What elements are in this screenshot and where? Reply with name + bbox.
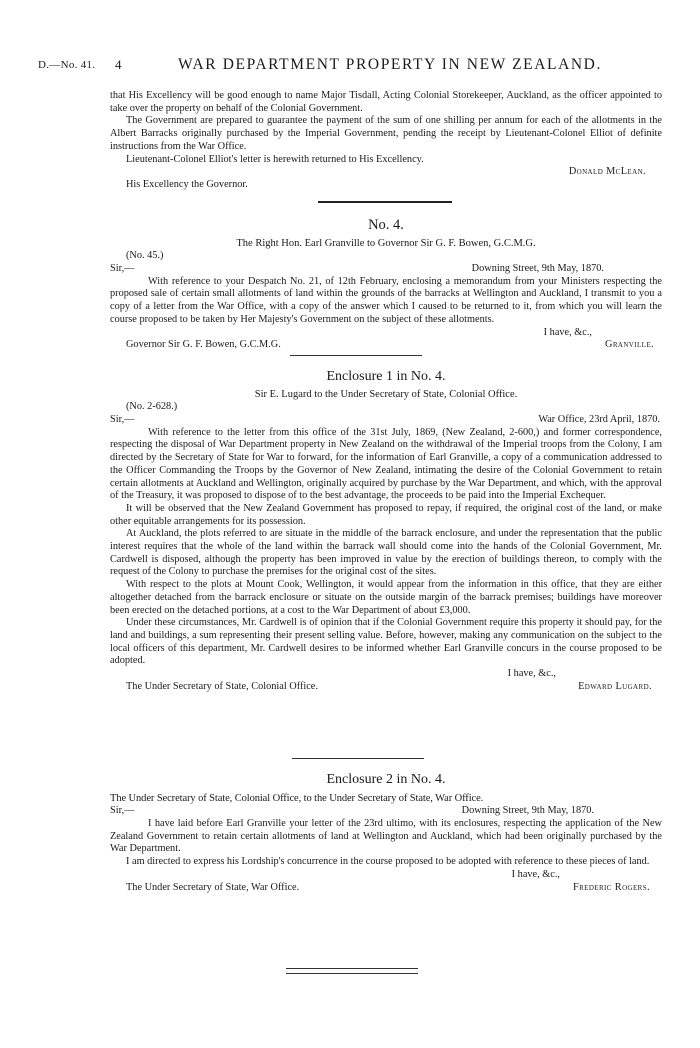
enclosure-1 — [110, 388, 662, 694]
running-header — [38, 56, 662, 76]
section-heading: Enclosure 2 in No. 4. — [326, 772, 446, 787]
signature-row — [110, 681, 662, 694]
salutation: Sir,— — [110, 805, 135, 816]
body-paragraph: At Auckland, the plots referred to are situate in the middle of the barrack enclosure, and under the representation that the public interest requires that the whole of the land within the barrack wall should come into the hands of the Colonial Government, Mr. Cardwell is disposed, although the property has been improved in value by the erection of buildings thereon, to comply with the request of the Colony to purchase the premises for the original cost of the sites. — [110, 528, 662, 578]
document-reference: D.—No. 41. — [38, 59, 96, 71]
despatch-reference: (No. 2-628.) — [126, 401, 178, 412]
end-divider — [286, 968, 418, 974]
from-to-line: The Right Hon. Earl Granville to Governor Sir G. F. Bowen, G.C.M.G. — [236, 238, 536, 249]
signature: Edward Lugard. — [578, 680, 652, 692]
salutation-row — [110, 414, 662, 427]
body-paragraph: I have laid before Earl Granville your letter of the 23rd ultimo, with its enclosures, respecting the application of the New Zealand Government to retain certain allotments of land at Wellington and Auckland, which had been originally purchased by the War Department. — [110, 818, 662, 855]
closing: I have, &c., — [511, 868, 560, 880]
signature: Granville. — [604, 339, 654, 351]
body-paragraph: Under these circumstances, Mr. Cardwell is of opinion that if the Colonial Government require this property it should pay, for the land and buildings, a sum representing their present selling value. Before, however, making any communication on the subject to the local officers of this department, Mr. Cardwell desires to be informed whether Earl Granville concurs in the course proposed to be adopted. — [110, 617, 662, 667]
despatch-reference: (No. 45.) — [126, 250, 164, 261]
section-divider — [318, 201, 452, 203]
signature-row — [110, 882, 662, 895]
place-date: Downing Street, 9th May, 1870. — [471, 262, 604, 274]
page-title: WAR DEPARTMENT PROPERTY IN NEW ZEALAND. — [178, 56, 602, 73]
salutation: Sir,— — [110, 413, 135, 425]
intro-paragraph: Lieutenant-Colonel Elliot's letter is herewith returned to His Excellency. — [126, 153, 424, 165]
body-paragraph: I am directed to express his Lordship's concurrence in the course proposed to be adopted with reference to these pieces of land. — [126, 856, 650, 868]
section-heading: Enclosure 1 in No. 4. — [326, 369, 446, 384]
place-date: Downing Street, 9th May, 1870. — [461, 805, 594, 816]
intro-paragraph: The Government are prepared to guarantee the payment of the sum of one shilling per annum for each of the allotments in the Albert Barracks originally purchased by the Imperial Government, pending the receipt by Lieutenant-Colonel Elliot of definite instructions from the War Office. — [110, 115, 662, 152]
signature: Frederic Rogers. — [572, 881, 650, 893]
body-paragraph: It will be observed that the New Zealand Government has proposed to repay, if required, the original cost of the land, or make other equitable arrangements for its possession. — [110, 502, 662, 527]
intro-section — [110, 90, 662, 192]
salutation-row — [110, 263, 662, 276]
signature-row — [110, 339, 662, 352]
place-date: War Office, 23rd April, 1870. — [538, 413, 660, 425]
body-paragraph: With respect to the plots at Mount Cook, Wellington, it would appear from the information in this office, that they are either altogether detached from the barrack enclosure or situate on the outside margin of the barrack premises; buildings have moreover been erected on the detached portions, at a cost to the War Department of about £3,000. — [110, 579, 662, 616]
salutation-row — [110, 805, 662, 818]
section-heading: No. 4. — [368, 217, 404, 233]
closing: I have, &c., — [543, 326, 592, 338]
section-divider — [290, 355, 422, 356]
closing: I have, &c., — [507, 668, 556, 680]
intro-paragraph: that His Excellency will be good enough to name Major Tisdall, Acting Colonial Storekeeper, Auckland, as the officer appointed to take over the property on behalf of the Colonial Government. — [110, 90, 662, 114]
body-paragraph: With reference to your Despatch No. 21, of 12th February, enclosing a memorandum from your Ministers respecting the proposed sale of certain small allotments of land within the grounds of the barracks at Wellington and Auckland, I transmit to you a copy of a letter from the War Office, with a copy of the answer which I caused to be returned to it, from which you will learn the course proposed to be taken by Her Majesty's Government on the subject of these allotments. — [110, 275, 662, 325]
enclosure-2 — [110, 792, 662, 895]
signature: Donald McLean. — [568, 166, 646, 178]
section-divider — [292, 758, 424, 759]
body-paragraph: With reference to the letter from this office of the 31st July, 1869, (New Zealand, 2-600,) and former correspondence, respecting the disposal of War Department property in New Zealand on the withdrawal of the Imperial troops from the Colony, I am directed by the Secretary of State for War to forward, for the information of Earl Granville, a copy of a communication addressed to the Officer Commanding the Troops by the Governor of New Zealand, intimating the desire of the Colonial Government to retain certain allotments at Auckland and Wellington, originally acquired by purchase by the War Department, and which, with the approval of the Treasury, it was proposed to dispose of to the best advantage, the proceeds to be paid into the Imperial Exchequer. — [110, 426, 662, 502]
addressee: Governor Sir G. F. Bowen, G.C.M.G. — [126, 339, 281, 351]
addressee: His Excellency the Governor. — [126, 178, 248, 190]
from-to-line: The Under Secretary of State, Colonial Office, to the Under Secretary of State, War Office. — [110, 793, 484, 804]
despatch-no4 — [110, 237, 662, 352]
salutation: Sir,— — [110, 262, 135, 274]
page-number: 4 — [115, 57, 122, 72]
addressee: The Under Secretary of State, War Office. — [126, 881, 300, 893]
addressee: The Under Secretary of State, Colonial Office. — [126, 680, 318, 692]
from-to-line: Sir E. Lugard to the Under Secretary of State, Colonial Office. — [254, 389, 518, 400]
